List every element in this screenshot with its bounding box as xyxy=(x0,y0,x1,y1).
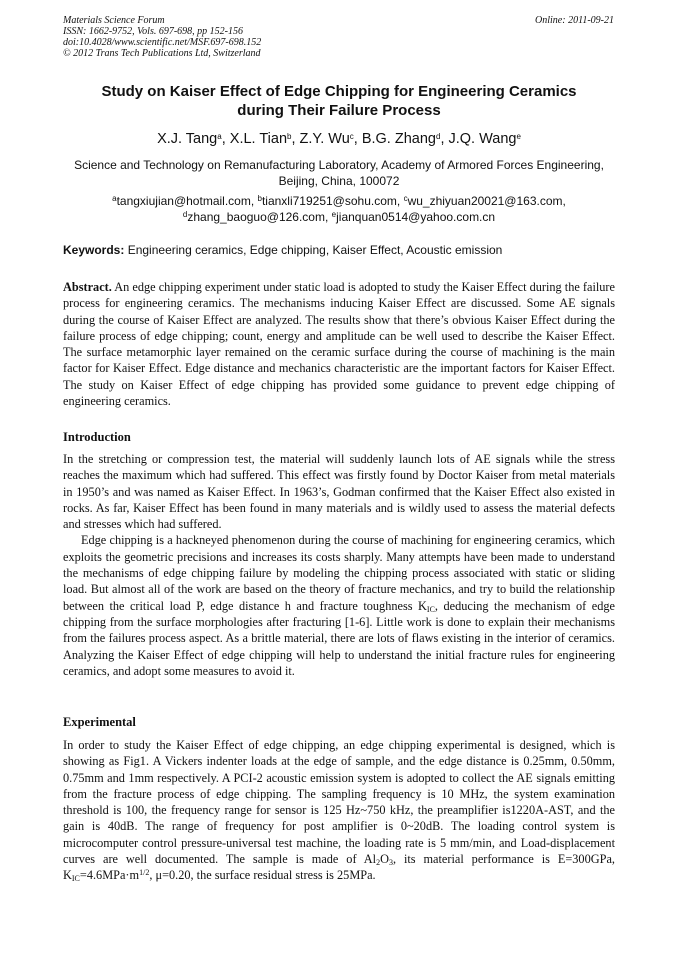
email-link[interactable]: wu_zhiyuan20021@163.com xyxy=(407,194,563,208)
journal-meta xyxy=(63,15,261,59)
email-marker: b xyxy=(257,194,262,203)
title-line-1: Study on Kaiser Effect of Edge Chipping for Engineering Ceramics xyxy=(101,83,577,100)
email-link[interactable]: tianxli719251@sohu.com xyxy=(261,194,397,208)
author-list: X.J. Tang$^a$, X.L. Tian$^b$, Z.Y. Wu$^c$, B.G. Zhang$^d$, J.Q. Wang$^e$ xyxy=(157,131,521,147)
keywords-label: Keywords: xyxy=(63,243,125,257)
affiliation-line-2: Beijing, China, 100072 xyxy=(278,174,400,188)
doi-line: doi:10.4028/www.scientific.net/MSF.697-698.152 xyxy=(63,37,262,48)
email-marker: c xyxy=(403,194,408,203)
author-name: J.Q. Wang xyxy=(448,131,517,147)
section-heading-introduction: Introduction xyxy=(63,430,131,444)
author-name: Z.Y. Wu xyxy=(299,131,350,147)
email-link[interactable]: tangxiujian@hotmail.com xyxy=(116,194,251,208)
title-line-2: during Their Failure Process xyxy=(237,102,441,119)
author-marker: a xyxy=(217,132,222,141)
abstract-label: Abstract. xyxy=(63,280,112,294)
author-marker: d xyxy=(435,132,441,141)
paper-title xyxy=(60,82,618,120)
keywords-text: Engineering ceramics, Edge chipping, Kaiser Effect, Acoustic emission xyxy=(127,243,503,257)
abstract xyxy=(63,279,615,409)
affiliation-line-1: Science and Technology on Remanufacturing Laboratory, Academy of Armored Forces Engineering, xyxy=(74,158,604,172)
section-heading-experimental: Experimental xyxy=(63,715,136,729)
keywords-line xyxy=(63,243,502,257)
email-list: $^a$tangxiujian@hotmail.com, $^b$tianxli719251@sohu.com, $^c$wu_zhiyuan20021@163.com, $^d$zhang_baoguo@126.com, $^e$jianquan0514@yahoo.com.cn xyxy=(112,194,566,224)
copyright-line: © 2012 Trans Tech Publications Ltd, Switzerland xyxy=(63,48,261,59)
introduction-body xyxy=(63,451,615,679)
affiliation xyxy=(60,157,618,189)
author-name: X.L. Tian xyxy=(229,131,288,147)
email-link[interactable]: jianquan0514@yahoo.com.cn xyxy=(336,210,496,224)
email-marker: a xyxy=(112,194,117,203)
author-marker: b xyxy=(287,132,292,141)
author-marker: e xyxy=(516,132,521,141)
experimental-paragraph-1: In order to study the Kaiser Effect of edge chipping, an edge chipping experimental is designed, which is showing as Fig1. A Vickers indenter loads at the edge of sample, and the edge distance is 0.25mm, 0.50mm, 0.75mm and 1mm respectively. A PCI-2 acoustic emission system is adopted to collect the AE signals emitting from the fracture process of edge chipping. The sampling frequency is 10 MHz, the system examination threshold is 100, the frequency range for sensor is 125 Hz~750 kHz, the preamplifier is1220A-AST, and the gain is 40dB. The range of frequency for post amplifier is 0~20dB. The loading control system is microcomputer control pressure-universal test machine, the loading rate is 5 mm/min, and Load-displacement curves are well documented. The sample is made of $Al_2O_3$, its material performance is E=300GPa, $K_{IC}=4.6MPa\cdot m^{1/2}$, μ=0.20, the surface residual stress is 25MPa. xyxy=(63,738,615,884)
intro-paragraph-1: In the stretching or compression test, the material will suddenly launch lots of AE signals while the stress reaches the maximum which had suffered. This effect was firstly found by Doctor Kaiser from metal materials in 1950’s and was named as Kaiser Effect. In 1963’s, Godman confirmed that the Kaiser Effect also existed in rocks. As far, Kaiser Effect has been found in many materials and is wildly used to assess the material defects and stresses which had suffered. xyxy=(63,452,615,532)
email-marker: d xyxy=(182,210,188,219)
author-name: B.G. Zhang xyxy=(361,131,436,147)
intro-paragraph-2: Edge chipping is a hackneyed phenomenon during the course of machining for engineering ceramics, which exploits the geometric precisions and increases its costs sharply. Many attempts have been made to understand the mechanisms of edge chipping failure by modeling the chipping process associated with static or sliding load. But almost all of the work are based on the theory of fracture mechanics, and try to build the relationship between the critical load P, edge distance h and fracture toughness $K_{IC}$, deducing the mechanism of edge chipping from the surface morphologies after fracturing [1-6]. Little work is done to explain their mechanisms from the failures process aspect. As a brittle material, there are lots of flaws existing in the interior of ceramics. Analyzing the Kaiser Effect of edge chipping will help to understand the initial fracture rules for engineering ceramics, and adopt some measures to avoid it. xyxy=(63,533,615,678)
abstract-text: An edge chipping experiment under static load is adopted to study the Kaiser Effect during the failure process for engineering ceramics. The mechanisms inducing Kaiser Effect are discussed. Some AE signals during the course of Kaiser Effect are analyzed. The results show that there’s obvious Kaiser Effect during the failure process of edge chipping; count, energy and amplitude can be well used to describe the Kaiser Effect. The surface metamorphic layer remained on the ceramic surface during the course of machining is the main factor for Kaiser Effect. Edge distance and mechanics characteristic are the important factors for Kaiser Effect. The study on Kaiser Effect of edge chipping has provided some guidance to prevent edge chipping of engineering ceramics. xyxy=(63,280,615,409)
journal-name: Materials Science Forum xyxy=(63,15,165,26)
email-link[interactable]: zhang_baoguo@126.com xyxy=(187,210,325,224)
experimental-body xyxy=(63,737,615,884)
author-marker: c xyxy=(349,132,354,141)
email-marker: e xyxy=(331,210,337,219)
issn-line: ISSN: 1662-9752, Vols. 697-698, pp 152-156 xyxy=(63,26,243,37)
online-date: Online: 2011-09-21 xyxy=(535,15,614,26)
author-name: X.J. Tang xyxy=(157,131,218,147)
